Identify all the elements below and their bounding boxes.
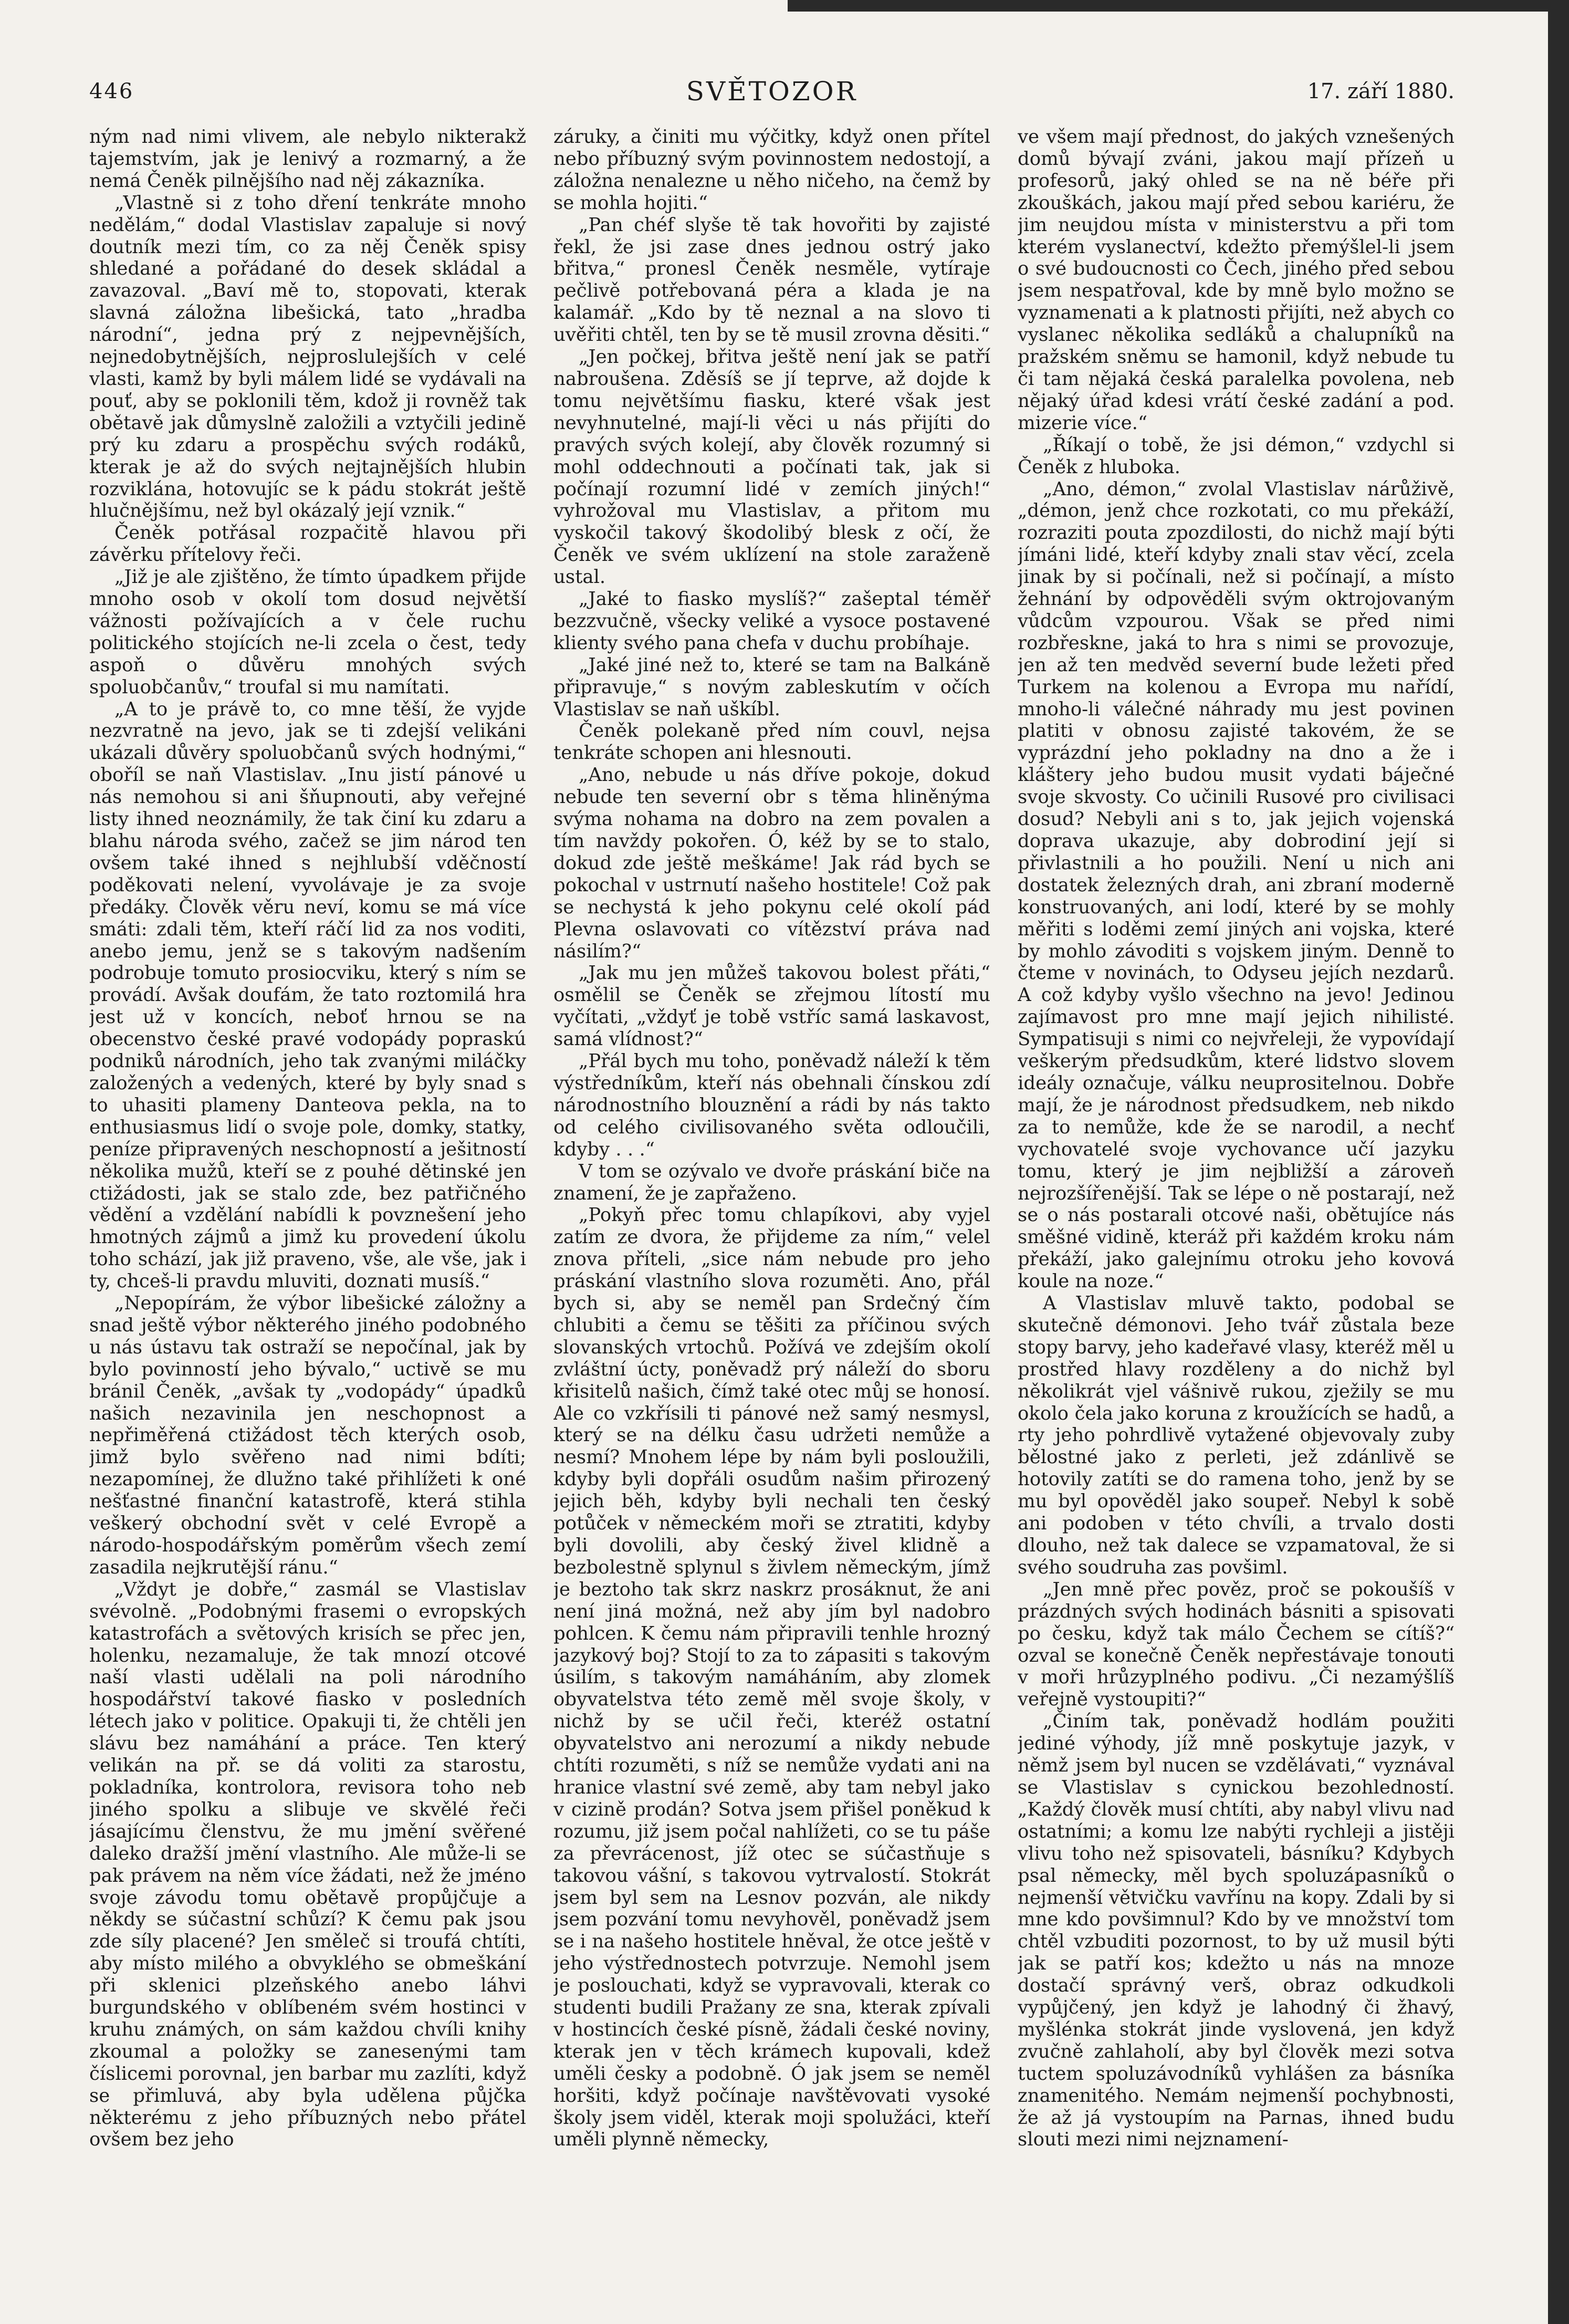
paragraph: Čeněk potřásal rozpačitě hlavou při závěrku přítelovy řeči. <box>89 522 526 566</box>
scan-border-top <box>788 0 1569 12</box>
paragraph: „Jak mu jen můžeš takovou bolest přáti,“ osmělil se Čeněk se zřejmou lítostí mu vyčítati, „vždyť je tobě vstříc samá laskavost, samá vlídnost?“ <box>553 962 990 1050</box>
text-column-right <box>1018 126 1455 2300</box>
page-header <box>89 76 1455 108</box>
paragraph: „Pokyň přec tomu chlapíkovi, aby vyjel zatím ze dvora, že přijdeme za ním,“ velel znova příteli, „sice nám nebude pro jeho práskání vlastního slova rozuměti. Ano, přál bych si, aby se neměl pan Srdečný čím chlubiti a čemu se těšiti za příčinou svých slovanských vrtochů. Požívá ve zdejším okolí zvláštní úcty, poněvadž prý náleží do sboru křisitelů našich, čímž také otec můj se honosí. Ale co vzkřísili ti pánové než samý nesmysl, který se na délku času udržeti nemůže a nesmí? Mnohem lépe by nám byli posloužili, kdyby byli dopřáli osudům našim přirozený jejich běh, kdyby byli nechali ten český potůček v německém moři se ztratiti, kdyby byli dovolili, aby český živel klidně a bezbolestně splynul s živlem německým, jímž je beztoho tak skrz naskrz prosáknut, že ani není jiná možná, než aby jím byl nadobro pohlcen. K čemu nám připravili tenhle hrozný jazykový boj? Stojí to za to zápasiti s takovým úsilím, s takovým namáháním, aby zlomek obyvatelstva této země měl svoje školy, v nichž by se učil řeči, kteréž ostatní obyvatelstvo ani nerozumí a nikdy nebude chtíti rozuměti, s níž se nemůže vydati ani na hranice vlastní své země, aby tam nebyl jako v cizině prodán? Sotva jsem přišel poněkud k rozumu, již jsem počal nahlížeti, co se tu páše za převrácenost, jíž otec se súčastňuje s takovou vášní, s takovou vytrvalostí. Stokrát jsem byl sem na Lesnov pozván, ale nikdy jsem pozvání tomu nevyhověl, poněvadž jsem se i na našeho hostitele hněval, že otce ještě v jeho výstřednostech potvrzuje. Nemohl jsem je poslouchati, když se vypravovali, kterak co studenti budili Pražany ze sna, kterak zpívali v hostincích české písně, žádali české noviny, kterak jen v těch krámech kupovali, kdež uměli česky a podobně. Ó jak jsem se neměl horšiti, když počínaje navštěvovati vysoké školy jsem viděl, kterak moji spolužáci, kteří uměli plynně německy, <box>553 1204 990 2151</box>
paragraph: ve všem mají přednost, do jakých vznešených domů bývají zváni, jakou mají přízeň u profesorů, jaký ohled se na ně béře při zkouškách, jakou mají před sebou kariéru, že jim neujdou místa v ministerstvu a při tom kterém vyslanectví, kdežto přemýšlel-li jsem o své budoucnosti co Čech, jiného před sebou jsem nespatřoval, kde by mně bylo možno se vyznamenati a k platnosti přijíti, než abych co vyslanec několika sedláků a chalupníků na pražském sněmu se hamonil, když nebude tu či tam nějaká česká paralelka povolena, neb nějaký úřad kdesi vrátí české zadání a pod. mizerie více.“ <box>1018 126 1455 434</box>
paragraph: „A to je právě to, co mne těší, že vyjde nezvratně na jevo, jak se ti zdejší velikáni ukázali důvěry spoluobčanů svých hodnými,“ oboříl se naň Vlastislav. „Inu jistí pánové u nás nemohou si ani šňupnouti, aby veřejné listy ihned neoznámily, že tak činí ku zdaru a blahu národa svého, začež se jim národ ten ovšem také ihned s nejhlubší vděčností poděkovati nelení, vyvolávaje je za svoje předáky. Člověk věru neví, komu se má více smáti: zdali těm, kteří ráčí lid za nos voditi, anebo jemu, jenž se s takovým nadšením podrobuje tomuto prosiocviku, který s ním se provádí. Avšak doufám, že tato roztomilá hra jest už v koncích, neboť hrnou se na obecenstvo české pravé vodopády popraskú podniků národních, jeho tak zvanými miláčky založených a vedených, které by byly snad s to uhasiti plameny Danteova pekla, na to enthusiasmus lidí o svoje pole, domky, statky, peníze připravených neschopností a ješitností několika mužů, kteří se z pouhé dětinské jen ctižádosti, jak se stalo zde, bez patřičného vědění a vzdělání nabídli k povznešení jeho hmotných zájmů a jimž ku provedení úkolu toho schází, jak již praveno, vše, ale vše, jak i ty, chceš-li pravdu mluviti, doznati musíš.“ <box>89 698 526 1293</box>
paragraph: „Činím tak, poněvadž hodlám použiti jediné výhody, jíž mně poskytuje jazyk, v němž jsem byl nucen se vzdělávati,“ vyznával se Vlastislav s cynickou bezohledností. „Každý člověk musí chtíti, aby nabyl vlivu nad ostatními; a komu lze nabýti rychleji a jistěji vlivu toho než spisovateli, básníku? Kdybych psal německy, měl bych spoluzápasníků o nejmenší větvičku vavřínu na kopy. Zdali by si mne kdo povšimnul? Kdo by ve množství tom chtěl vzbuditi pozornost, to by už musil býti jak se patří kos; kdežto u nás na mnoze dostačí správný verš, obraz odkudkoli vypůjčený, jen když je lahodný či žhavý, myšlénka stokrát jinde vyslovená, jen když zvučně zahlaholí, aby byl člověk mezi sotva tuctem spoluzávodníků vyhlášen za básníka znamenitého. Nemám nejmenší pochybnosti, že až já vystoupím na Parnas, ihned budu slouti mezi nimi nejznamení- <box>1018 1711 1455 2151</box>
paragraph: „Jen počkej, břitva ještě není jak se patří nabroušena. Zděsíš se jí teprve, až dojde k tomu největšímu fiasku, které však jest nevyhnutelné, mají-li věci u nás přijíti do pravých svých kolejí, aby člověk rozumný si mohl oddechnouti a počínati tak, jak si počínají rozumní lidé v zemích jiných!“ vyhrožoval mu Vlastislav, a přitom mu vyskočil takový škodolibý blesk z očí, že Čeněk ve svém uklízení na stole zaraženě ustal. <box>553 346 990 588</box>
paragraph: „Vždyt je dobře,“ zasmál se Vlastislav svévolně. „Podobnými frasemi o evropských katastrofách a světových krisích se přec jen, holenku, nezamaluje, že tak mnozí otcové naší vlasti udělali na poli národního hospodářství takové fiasko v posledních létech jako v politice. Opakuji ti, že chtěli jen slávu bez namáhání a práce. Ten který velikán na př. se dá voliti za starostu, pokladníka, kontrolora, revisora toho neb jiného spolku a slibuje ve skvělé řeči jásajícímu členstvu, že mu jmění svěřené daleko dražší jmění vlastního. Ale může-li se pak právem na něm více žádati, než že jméno svoje závodu tomu obětavě propůjčuje a někdy se súčastní schůzí? K čemu pak jsou zde síly placené? Jen směleč si troufá chtíti, aby místo milého a obvyklého se obmeškání při sklenici plzeňského anebo láhvi burgundského v oblíbeném svém hostinci v kruhu známých, on sám každou chvíli knihy zkoumal a položky se zanesenými tam číslicemi porovnal, jen barbar mu zazlíti, když se přimluvá, aby byla udělena půjčka některému z jeho příbuzných nebo přátel ovšem bez jeho <box>89 1578 526 2151</box>
article-body <box>89 126 1455 2300</box>
paragraph: „Pan chéf slyše tě tak hovořiti by zajisté řekl, že jsi zase dnes jednou ostrý jako břitva,“ pronesl Čeněk nesměle, vytíraje pečlivě potřebovaná péra a klada je na kalamář. „Kdo by tě neznal a na slovo ti uvěřiti chtěl, ten by se tě musil zrovna děsiti.“ <box>553 214 990 346</box>
paragraph: „Vlastně si z toho dření tenkráte mnoho nedělám,“ dodal Vlastislav zapaluje si nový doutník mezi tím, co za něj Čeněk spisy shledané a pořádané do desek skládal a zavazoval. „Baví mě to, stopovati, kterak slavná záložna libešická, tato „hradba národní“, jedna prý z nejpevnějších, nejnedobytnějších, nejproslulejších v celé vlasti, kamž by byli málem lidé se vydávali na pouť, aby se poklonili těm, kdož ji rovněž tak obětavě jak důmyslně založili a vztyčili jedině prý ku zdaru a prospěchu svých rodáků, kterak je až do svých nejtajnějších hlubin rozviklána, hotovujíc se k pádu stokrát ještě hlučnějšímu, než byl okázalý její vznik.“ <box>89 192 526 522</box>
paragraph: „Nepopírám, že výbor libešické záložny a snad ještě výbor některého jiného podobného u nás ústavu tak ostraží se nepočínal, jak by bylo povinností jeho bývalo,“ uctivě se mu bránil Čeněk, „avšak ty „vodopády“ úpadků našich nezavinila jen neschopnost a nepřiměřená ctižádost těch kterých osob, jimž bylo svěřeno nad nimi bdíti; nezapomínej, že dlužno také přihlížeti k oné nešťastné finanční katastrofě, která stihla veškerý obchodní svět v celé Evropě a národo-hospodářským poměrům všech zemí zasadila nejkrutější ránu.“ <box>89 1293 526 1578</box>
paragraph: „Ano, nebude u nás dříve pokoje, dokud nebude ten severní obr s těma hliněnýma svýma nohama na dobro na zem povalen a tím navždy pokořen. Ó, kéž by se to stalo, dokud zde ještě meškáme! Jak rád bych se pokochal v ustrnutí našeho hostitele! Což pak se nechystá k jeho pokynu celé okolí pád Plevna oslavovati co vítězství práva nad násilím?“ <box>553 764 990 962</box>
magazine-title: SVĚTOZOR <box>686 76 858 107</box>
paragraph: V tom se ozývalo ve dvoře práskání biče na znamení, že je zapřaženo. <box>553 1160 990 1204</box>
paragraph: „Jaké to fiasko myslíš?“ zašeptal téměř bezzvučně, všecky veliké a vysoce postavené klienty svého pana chefa v duchu probíhaje. <box>553 588 990 654</box>
paragraph: „Ano, démon,“ zvolal Vlastislav nárůživě, „démon, jenž chce rozkotati, co mu překáží, rozraziti pouta zpozdilosti, do nichž mají býti jímáni lidé, kteří kdyby znali stav věcí, zcela jinak by si počínali, než si počínají, a místo žehnání by odpověděli svým oktrojovaným vůdcům vzpourou. Však se před nimi rozbřeskne, jaká to hra s nimi se provozuje, jen až ten medvěd severní bude ležeti před Turkem na kolenou a Evropa mu nařídí, mnoho-li válečné náhrady mu jest povinen platiti v obnosu zajisté takovém, že se vyprázdní jeho pokladny na dno a že i kláštery jeho budou musit vydati báječné svoje skvosty. Co učinili Rusové pro civilisaci dosud? Nebyli ani s to, jak jejich vojenská doprava ukazuje, aby dobrodiní její si přivlastnili a ho použili. Není u nich ani dostatek železných drah, ani zbraní moderně konstruovaných, ani lodí, které by se mohly měřiti s loděmi zemí jiných ani vojska, které by mohlo závoditi s vojskem jiným. Denně to čteme v novinách, to Odyseu jejích nezdarů. A což kdyby vyšlo všechno na jevo! Jedinou zajímavost pro mne mají jejich nihilisté. Sympatisuji s nimi co nejvřeleji, že vypovídají veškerým předsudkům, které lidstvo slovem ideály označuje, válku neuprositelnou. Dobře mají, že je národnost předsudkem, neb nikdo za to nemůže, kde že se narodil, a nechť vychovatelé svoje vychovance učí jazyku tomu, který je jim nejbližší a zároveň nejrozšířenější. Tak se lépe o ně postarají, než se o nás postarali otcové naši, obětujíce nás směšné vidině, kteráž při každém kroku nám překáží, jako galejnímu otroku jeho kovová koule na noze.“ <box>1018 478 1455 1293</box>
issue-date: 17. září 1880. <box>1307 79 1455 103</box>
paragraph: „Jen mně přec pověz, proč se pokoušíš v prázdných svých hodinách básniti a spisovati po česku, když tak málo Čechem se cítíš?“ ozval se konečně Čeněk nepřestávaje tonouti v moři hrůzyplného podivu. „Či nezamýšlíš veřejně vystoupiti?“ <box>1018 1578 1455 1711</box>
text-column-middle <box>553 126 990 2300</box>
text-column-left <box>89 126 526 2300</box>
page-number: 446 <box>89 79 134 103</box>
paragraph: „Již je ale zjištěno, že tímto úpadkem přijde mnoho osob v okolí tom dosud největší vážnosti požívajících a v čele ruchu politického stojících ne-li zcela o čest, tedy aspoň o důvěru mnohých svých spoluobčanův,“ troufal si mu namítati. <box>89 566 526 698</box>
paragraph: ným nad nimi vlivem, ale nebylo nikterakž tajemstvím, jak je lenivý a rozmarný, a že nemá Čeněk pilnějšího nad něj zákazníka. <box>89 126 526 192</box>
paragraph: A Vlastislav mluvě takto, podobal se skutečně démonovi. Jeho tvář zůstala beze stopy barvy, jeho kadeřavé vlasy, kteréž měl u prostřed hlavy rozděleny a do nichž byl několikrát vjel vášnivě rukou, zježily se mu okolo čela jako koruna z kroužících se hadů, a rty jeho pohrdlivě vytažené objevovaly zuby bělostné jako z perleti, jež zdánlivě se hotovily zatíti se do ramena toho, jenž by se mu byl opověděl jako soupeř. Nebyl k sobě ani podoben v této chvíli, a trvalo dosti dlouho, než tak dalece se vzpamatoval, že si svého soudruha zas povšiml. <box>1018 1293 1455 1578</box>
paragraph: „Říkají o tobě, že jsi démon,“ vzdychl si Čeněk z hluboka. <box>1018 434 1455 478</box>
paragraph: „Přál bych mu toho, poněvadž náleží k těm výstředníkům, kteří nás obehnali čínskou zdí národnostního blouznění a rádi by nás takto od celého civilisovaného světa odloučili, kdyby . . .“ <box>553 1050 990 1160</box>
paragraph: „Jaké jiné než to, které se tam na Balkáně připravuje,“ s novým zableskutím v očích Vlastislav se naň uškíbl. <box>553 654 990 720</box>
paragraph: Čeněk polekaně před ním couvl, nejsa tenkráte schopen ani hlesnouti. <box>553 720 990 764</box>
paragraph: záruky, a činiti mu výčitky, když onen přítel nebo příbuzný svým povinnostem nedostojí, a záložna nenalezne u něho ničeho, na čemž by se mohla hojiti.“ <box>553 126 990 214</box>
